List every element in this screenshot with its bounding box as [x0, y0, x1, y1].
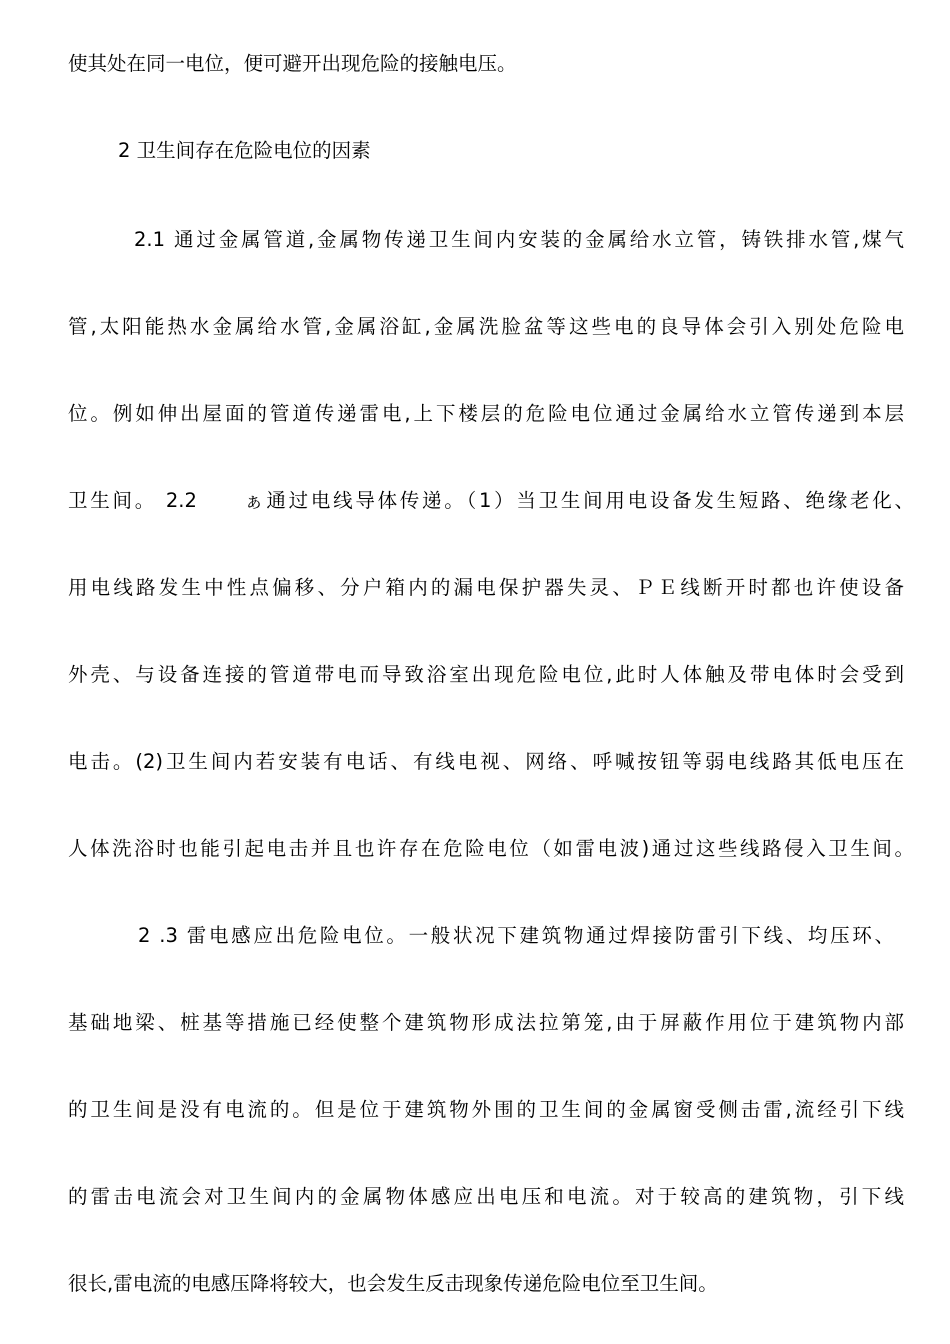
text-line-13: 的卫生间是没有电流的。但是位于建筑物外围的卫生间的金属窗受侧击雷,流经引下线: [68, 1098, 904, 1121]
text-line-12: 基础地梁、桩基等措施已经使整个建筑物形成法拉第笼,由于屏蔽作用位于建筑物内部: [68, 1011, 904, 1034]
text-line-8: 外壳、与设备连接的管道带电而导致浴室出现危险电位,此时人体触及带电体时会受到: [68, 663, 904, 686]
text-line-7: 用电线路发生中性点偏移、分户箱内的漏电保护器失灵、ＰＥ线断开时都也许使设备: [68, 576, 904, 599]
text-line-10: 人体洗浴时也能引起电击并且也许存在危险电位（如雷电波)通过这些线路侵入卫生间。: [68, 837, 914, 860]
text-line-1: 使其处在同一电位，便可避开出现危险的接触电压。: [68, 52, 517, 75]
text-line-4: 管,太阳能热水金属给水管,金属浴缸,金属洗脸盆等这些电的良导体会引入别处危险电: [68, 315, 904, 338]
section-heading-2: 2 卫生间存在危险电位的因素: [118, 139, 371, 162]
text-line-3: 2.1 通过金属管道,金属物传递卫生间内安装的金属给水立管，铸铁排水管,煤气: [134, 228, 904, 251]
text-line-15: 很长,雷电流的电感压降将较大，也会发生反击现象传递危险电位至卫生间。: [68, 1272, 718, 1295]
text-line-5: 位。例如伸出屋面的管道传递雷电,上下楼层的危险电位通过金属给水立管传递到本层: [68, 402, 904, 425]
text-line-9: 电击。(2)卫生间内若安装有电话、有线电视、网络、呼喊按钮等弱电线路其低电压在: [68, 750, 904, 773]
text-line-6: 卫生间。 2.2 ぁ通过电线导体传递。（1）当卫生间用电设备发生短路、绝缘老化、: [68, 489, 914, 512]
text-line-11: 2 .3 雷电感应出危险电位。一般状况下建筑物通过焊接防雷引下线、均压环、: [138, 924, 894, 947]
text-line-14: 的雷击电流会对卫生间内的金属物体感应出电压和电流。对于较高的建筑物，引下线: [68, 1185, 904, 1208]
